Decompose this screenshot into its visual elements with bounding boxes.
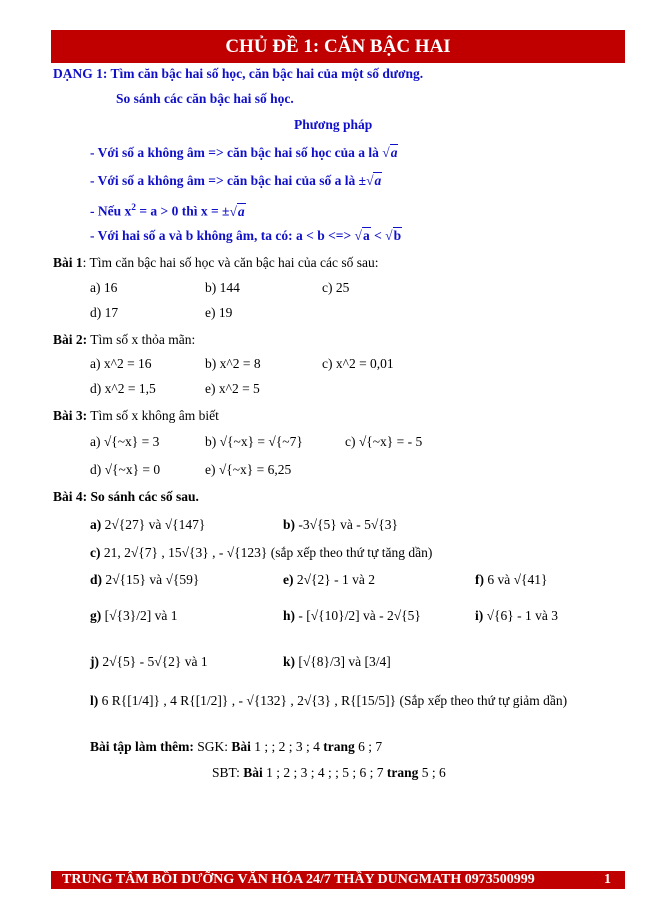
exercise-item bbox=[475, 571, 548, 589]
exercise-item: d) x^2 = 1,5 bbox=[90, 381, 156, 396]
item-value: [√{3}/2] và 1 bbox=[101, 608, 178, 623]
item-value: 6 R{[1/4]} , 4 R{[1/2]} , - √{132} , 2√{3} , R{[15/5]} (Sắp xếp theo thứ tự giảm dần) bbox=[98, 693, 568, 708]
sqrt: √a bbox=[382, 145, 398, 160]
exercise-text: Tìm số x không âm biết bbox=[87, 408, 219, 423]
item-key: f) bbox=[475, 572, 484, 587]
exercise-item: d) 17 bbox=[90, 305, 119, 320]
exercise-label: Bài 3: bbox=[53, 408, 88, 423]
item-value: - [√{10}/2] và - 2√{5} bbox=[295, 608, 421, 623]
item-key: j) bbox=[90, 654, 99, 669]
exercise-text: Tìm số x thỏa mãn: bbox=[87, 332, 196, 347]
item-value: 21, 2√{7} , 15√{3} , - √{123} (sắp xếp theo thứ tự tăng dần) bbox=[100, 545, 433, 560]
sqrt: √a bbox=[229, 203, 245, 219]
item-value: [√{8}/3] và [3/4] bbox=[295, 654, 391, 669]
exercise-item: d) √{~x} = 0 bbox=[90, 462, 161, 477]
item-key: h) bbox=[283, 608, 296, 623]
sgk-text: SGK: Bài 1 ; ; 2 ; 3 ; 4 trang 6 ; 7 bbox=[193, 739, 383, 754]
exercise-item bbox=[475, 607, 558, 625]
exercise-item: a) √{~x} = 3 bbox=[90, 434, 160, 449]
exercise-item: c) x^2 = 0,01 bbox=[322, 356, 394, 371]
exercise-3-heading bbox=[53, 407, 219, 425]
item-value: 2√{2} - 1 và 2 bbox=[293, 572, 375, 587]
chapter-title: CHỦ ĐỀ 1: CĂN BẬC HAI bbox=[225, 36, 451, 57]
item-value: 2√{5} - 5√{2} và 1 bbox=[99, 654, 208, 669]
exercise-1-heading bbox=[53, 254, 379, 272]
dang-subtitle: So sánh các căn bậc hai số học. bbox=[116, 91, 294, 106]
exercise-4-heading: Bài 4: So sánh các số sau. bbox=[53, 489, 199, 504]
exercise-item: c) 25 bbox=[322, 280, 350, 295]
exercise-item: e) √{~x} = 6,25 bbox=[205, 462, 292, 477]
exercise-item bbox=[283, 607, 421, 625]
exercise-item bbox=[283, 516, 398, 534]
item-key: b) bbox=[283, 517, 296, 532]
exercise-item: e) x^2 = 5 bbox=[205, 381, 260, 396]
exercise-item bbox=[90, 653, 208, 671]
extra-exercises-sgk bbox=[90, 738, 382, 756]
exercise-item bbox=[283, 653, 391, 671]
exercise-item bbox=[90, 516, 205, 534]
exercise-label: Bài 2: bbox=[53, 332, 88, 347]
extra-exercises-sbt: SBT: Bài 1 ; 2 ; 3 ; 4 ; ; 5 ; 6 ; 7 trang 5 ; 6 bbox=[212, 765, 446, 780]
exercise-item bbox=[283, 571, 375, 589]
item-key: l) bbox=[90, 693, 99, 708]
item-value: √{6} - 1 và 3 bbox=[483, 608, 558, 623]
exercise-item: a) x^2 = 16 bbox=[90, 356, 152, 371]
item-key: d) bbox=[90, 572, 103, 587]
exercise-item: b) √{~x} = √{~7} bbox=[205, 434, 303, 449]
exercise-text: : Tìm căn bậc hai số học và căn bậc hai của các số sau: bbox=[82, 255, 379, 270]
exercise-item bbox=[90, 607, 177, 625]
item-key: e) bbox=[283, 572, 294, 587]
dang-title: DẠNG 1: Tìm căn bậc hai số học, căn bậc hai của một số dương. bbox=[53, 66, 424, 81]
exercise-item: b) x^2 = 8 bbox=[205, 356, 261, 371]
item-value: -3√{5} và - 5√{3} bbox=[295, 517, 398, 532]
exercise-item: b) 144 bbox=[205, 280, 240, 295]
sqrt: √b bbox=[385, 228, 402, 243]
item-key: c) bbox=[90, 545, 101, 560]
exercise-item bbox=[90, 544, 432, 562]
exercise-item: a) 16 bbox=[90, 280, 118, 295]
chapter-title-banner bbox=[51, 30, 625, 63]
exercise-item bbox=[90, 571, 199, 589]
exercise-2-heading bbox=[53, 331, 195, 349]
item-key: g) bbox=[90, 608, 102, 623]
item-value: 2√{27} và √{147} bbox=[101, 517, 206, 532]
rule-3: - Nếu $x^2 = a > 0$ thì x = ±√a bbox=[90, 203, 245, 219]
rule-2: - Với số a không âm => căn bậc hai của số a là ±√a bbox=[90, 173, 382, 188]
exercise-item bbox=[90, 692, 620, 710]
exercise-item: c) √{~x} = - 5 bbox=[345, 434, 423, 449]
footer-text: TRUNG TÂM BỒI DƯỠNG VĂN HÓA 24/7 THẦY DUNGMATH 0973500999 bbox=[62, 872, 535, 887]
extra-label: Bài tập làm thêm: bbox=[90, 739, 194, 754]
exercise-item: e) 19 bbox=[205, 305, 233, 320]
item-value: 6 và √{41} bbox=[484, 572, 548, 587]
footer-banner bbox=[51, 871, 625, 889]
page-number: 1 bbox=[604, 872, 611, 887]
method-heading: Phương pháp bbox=[294, 117, 373, 132]
rule-1: - Với số a không âm => căn bậc hai số học của a là √a bbox=[90, 145, 398, 160]
exercise-label: Bài 1 bbox=[53, 255, 83, 270]
item-value: 2√{15} và √{59} bbox=[102, 572, 200, 587]
sqrt: √a bbox=[366, 173, 382, 188]
sqrt: √a bbox=[354, 228, 370, 243]
rule-4: - Với hai số a và b không âm, ta có: a < b <=> √a < √b bbox=[90, 228, 402, 243]
item-key: a) bbox=[90, 517, 102, 532]
item-key: i) bbox=[475, 608, 484, 623]
item-key: k) bbox=[283, 654, 296, 669]
